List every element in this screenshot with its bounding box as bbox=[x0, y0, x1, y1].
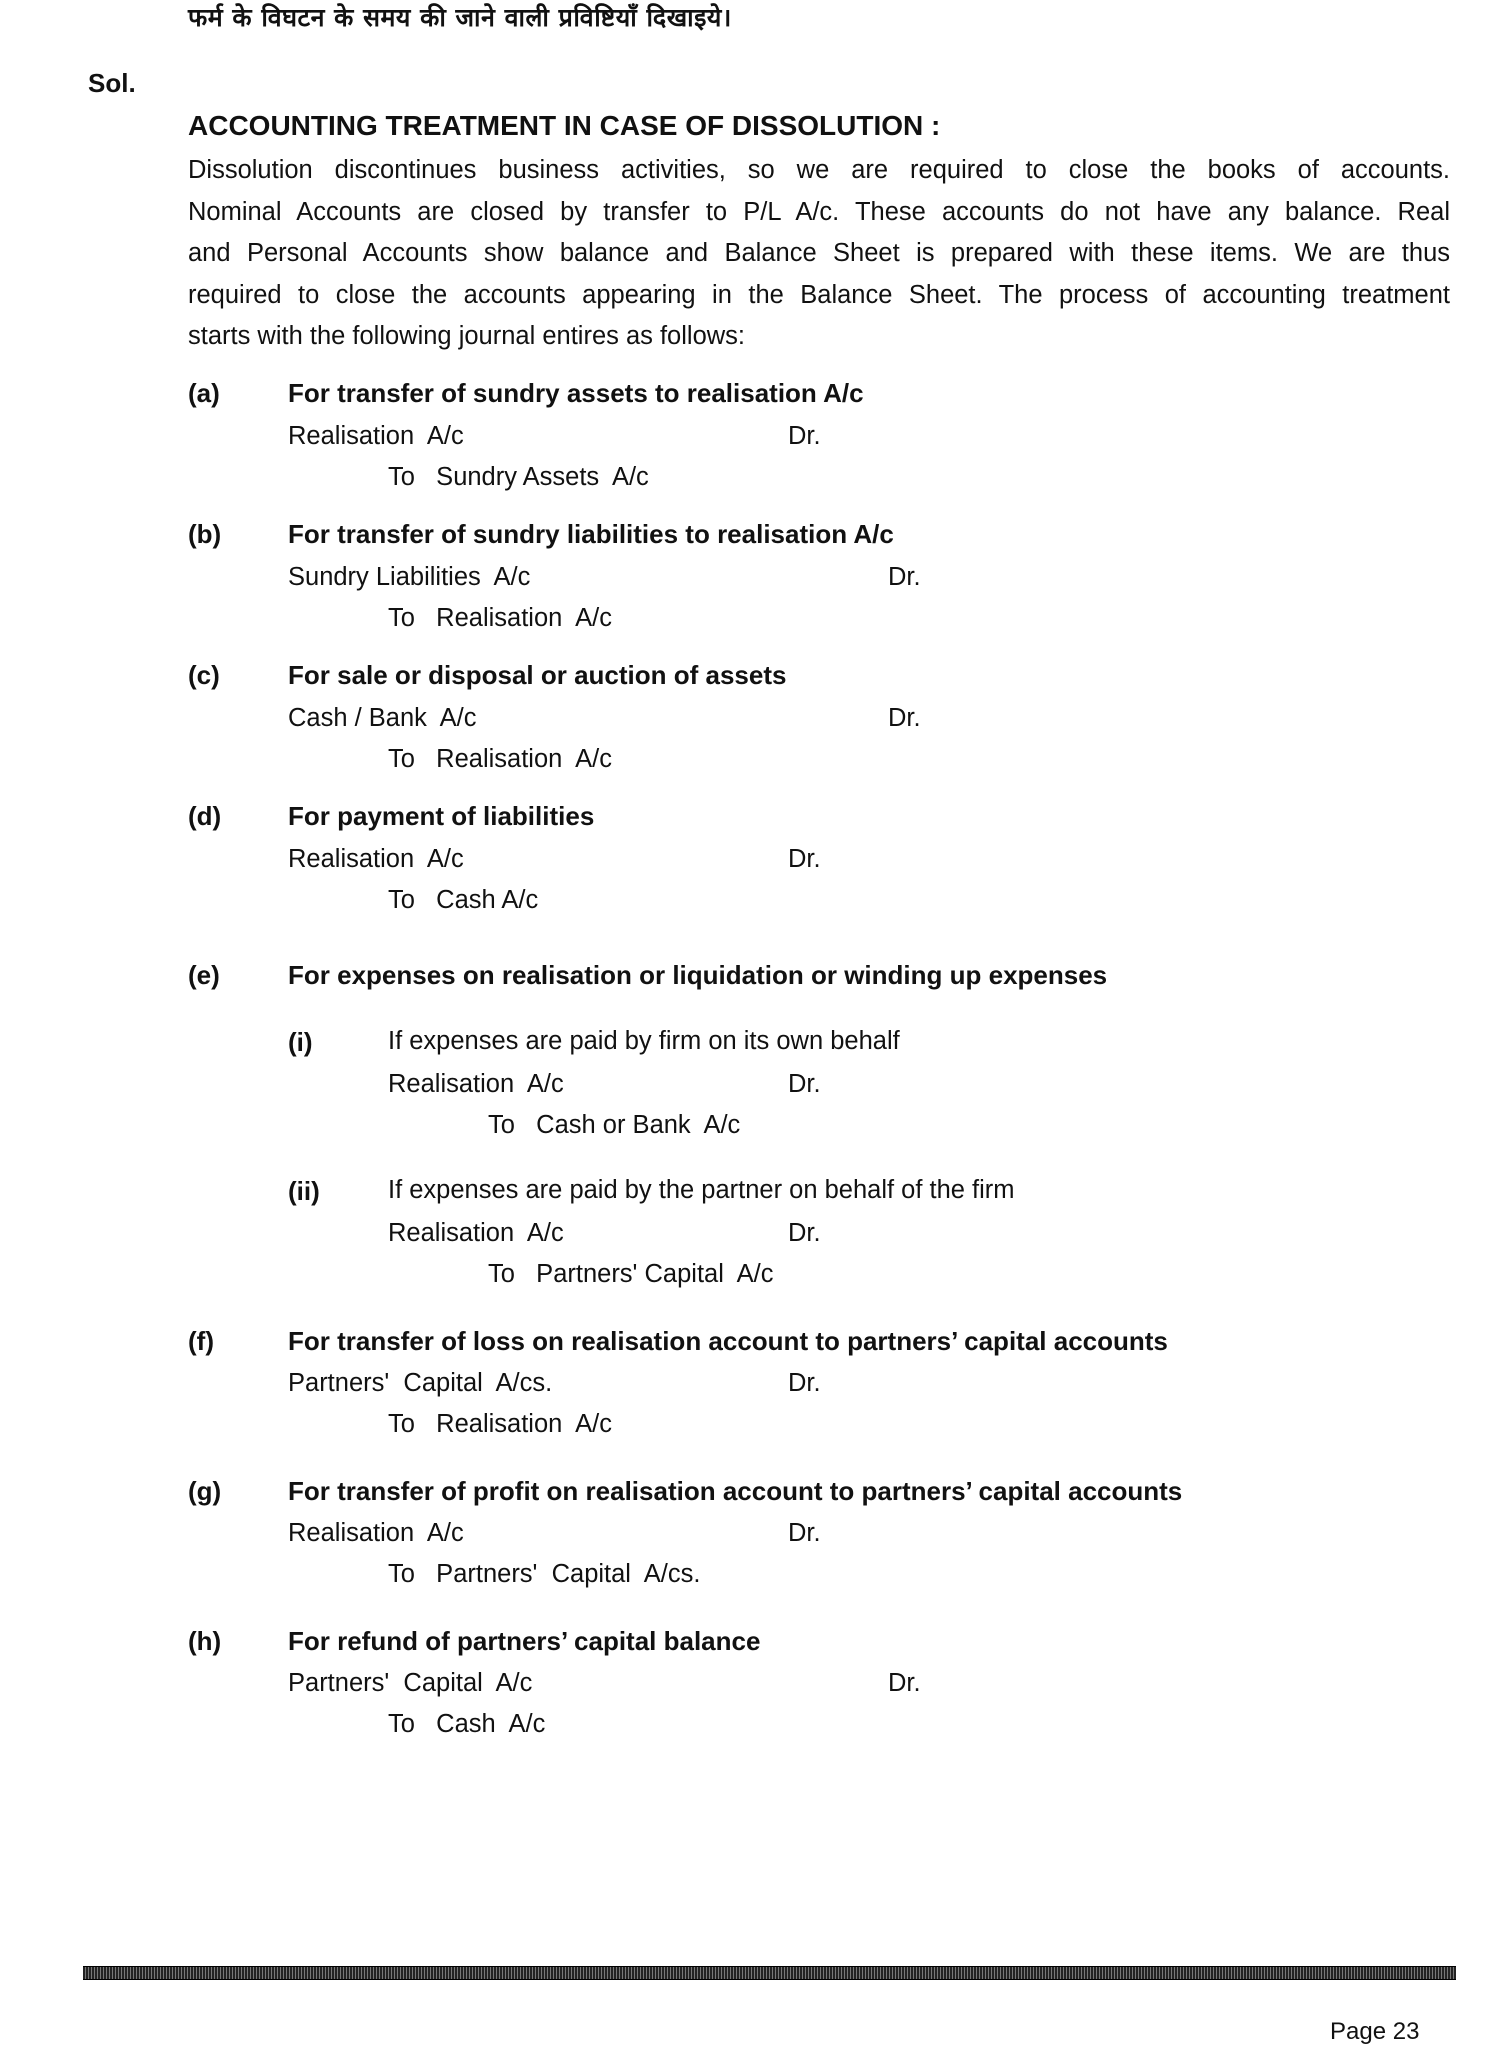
entry-label-g: (g) bbox=[188, 1476, 222, 1506]
entry-debit-b: Sundry Liabilities A/c bbox=[288, 563, 531, 591]
entry-label-f: (f) bbox=[188, 1326, 214, 1356]
intro-paragraph bbox=[188, 150, 1450, 358]
entry-debit-h: Partners' Capital A/c bbox=[288, 1669, 533, 1697]
entry-dr-b: Dr. bbox=[888, 563, 921, 591]
entry-credit-e-i: To Cash or Bank A/c bbox=[488, 1111, 741, 1139]
entry-debit-e-ii: Realisation A/c bbox=[388, 1219, 564, 1247]
page-number: Page 23 bbox=[1330, 2018, 1420, 2045]
entry-debit-a: Realisation A/c bbox=[288, 422, 464, 450]
entry-dr-e-i: Dr. bbox=[788, 1070, 821, 1098]
entry-dr-c: Dr. bbox=[888, 704, 921, 732]
section-heading: ACCOUNTING TREATMENT IN CASE OF DISSOLUTION : bbox=[188, 110, 941, 141]
entry-debit-f: Partners' Capital A/cs. bbox=[288, 1369, 553, 1397]
entry-label-a: (a) bbox=[188, 378, 220, 408]
paragraph-line: required to close the accounts appearing in the Balance Sheet. The process of accounting treatment bbox=[188, 280, 1450, 309]
entry-label-b: (b) bbox=[188, 519, 222, 549]
entry-label-e-i: (i) bbox=[288, 1027, 313, 1057]
entry-dr-e-ii: Dr. bbox=[788, 1219, 821, 1247]
entry-credit-c: To Realisation A/c bbox=[388, 745, 612, 773]
question-line-hindi: फर्म के विघटन के समय की जाने वाली प्रविष्टियाँ दिखाइये। bbox=[188, 3, 732, 32]
entry-credit-h: To Cash A/c bbox=[388, 1710, 546, 1738]
entry-credit-b: To Realisation A/c bbox=[388, 604, 612, 632]
entry-dr-d: Dr. bbox=[788, 845, 821, 873]
entry-title-e: For expenses on realisation or liquidation or winding up expenses bbox=[288, 960, 1108, 990]
entry-label-e: (e) bbox=[188, 960, 220, 990]
entry-credit-a: To Sundry Assets A/c bbox=[388, 463, 649, 491]
entry-credit-d: To Cash A/c bbox=[388, 886, 539, 914]
entry-credit-f: To Realisation A/c bbox=[388, 1410, 612, 1438]
paragraph-line: Dissolution discontinues business activities, so we are required to close the books of accounts. bbox=[188, 156, 1450, 184]
entry-title-a: For transfer of sundry assets to realisation A/c bbox=[288, 378, 864, 408]
entry-label-d: (d) bbox=[188, 801, 222, 831]
paragraph-line: and Personal Accounts show balance and Balance Sheet is prepared with these items. We are thus bbox=[188, 239, 1450, 267]
entry-text-e-i: If expenses are paid by firm on its own behalf bbox=[388, 1027, 900, 1055]
footer-divider bbox=[83, 1966, 1456, 1980]
entry-title-h: For refund of partners’ capital balance bbox=[288, 1626, 761, 1656]
entry-debit-g: Realisation A/c bbox=[288, 1519, 464, 1547]
entry-debit-d: Realisation A/c bbox=[288, 845, 464, 873]
paragraph-line: Nominal Accounts are closed by transfer to P/L A/c. These accounts do not have any balance. Real bbox=[188, 197, 1450, 226]
entry-title-c: For sale or disposal or auction of assets bbox=[288, 660, 787, 690]
entry-text-e-ii: If expenses are paid by the partner on behalf of the firm bbox=[388, 1176, 1015, 1204]
entry-credit-g: To Partners' Capital A/cs. bbox=[388, 1560, 701, 1588]
entry-label-h: (h) bbox=[188, 1626, 222, 1656]
solution-label: Sol. bbox=[88, 68, 136, 98]
entry-title-f: For transfer of loss on realisation account to partners’ capital accounts bbox=[288, 1326, 1168, 1356]
entry-title-b: For transfer of sundry liabilities to realisation A/c bbox=[288, 519, 894, 549]
entry-dr-f: Dr. bbox=[788, 1369, 821, 1397]
paragraph-line: starts with the following journal entires as follows: bbox=[188, 322, 746, 350]
entry-dr-g: Dr. bbox=[788, 1519, 821, 1547]
entry-dr-a: Dr. bbox=[788, 422, 821, 450]
entry-label-c: (c) bbox=[188, 660, 220, 690]
entry-label-e-ii: (ii) bbox=[288, 1176, 320, 1206]
entry-debit-c: Cash / Bank A/c bbox=[288, 704, 477, 732]
entry-dr-h: Dr. bbox=[888, 1669, 921, 1697]
entry-debit-e-i: Realisation A/c bbox=[388, 1070, 564, 1098]
entry-title-g: For transfer of profit on realisation account to partners’ capital accounts bbox=[288, 1476, 1183, 1506]
entry-credit-e-ii: To Partners' Capital A/c bbox=[488, 1260, 774, 1288]
entry-title-d: For payment of liabilities bbox=[288, 801, 595, 831]
